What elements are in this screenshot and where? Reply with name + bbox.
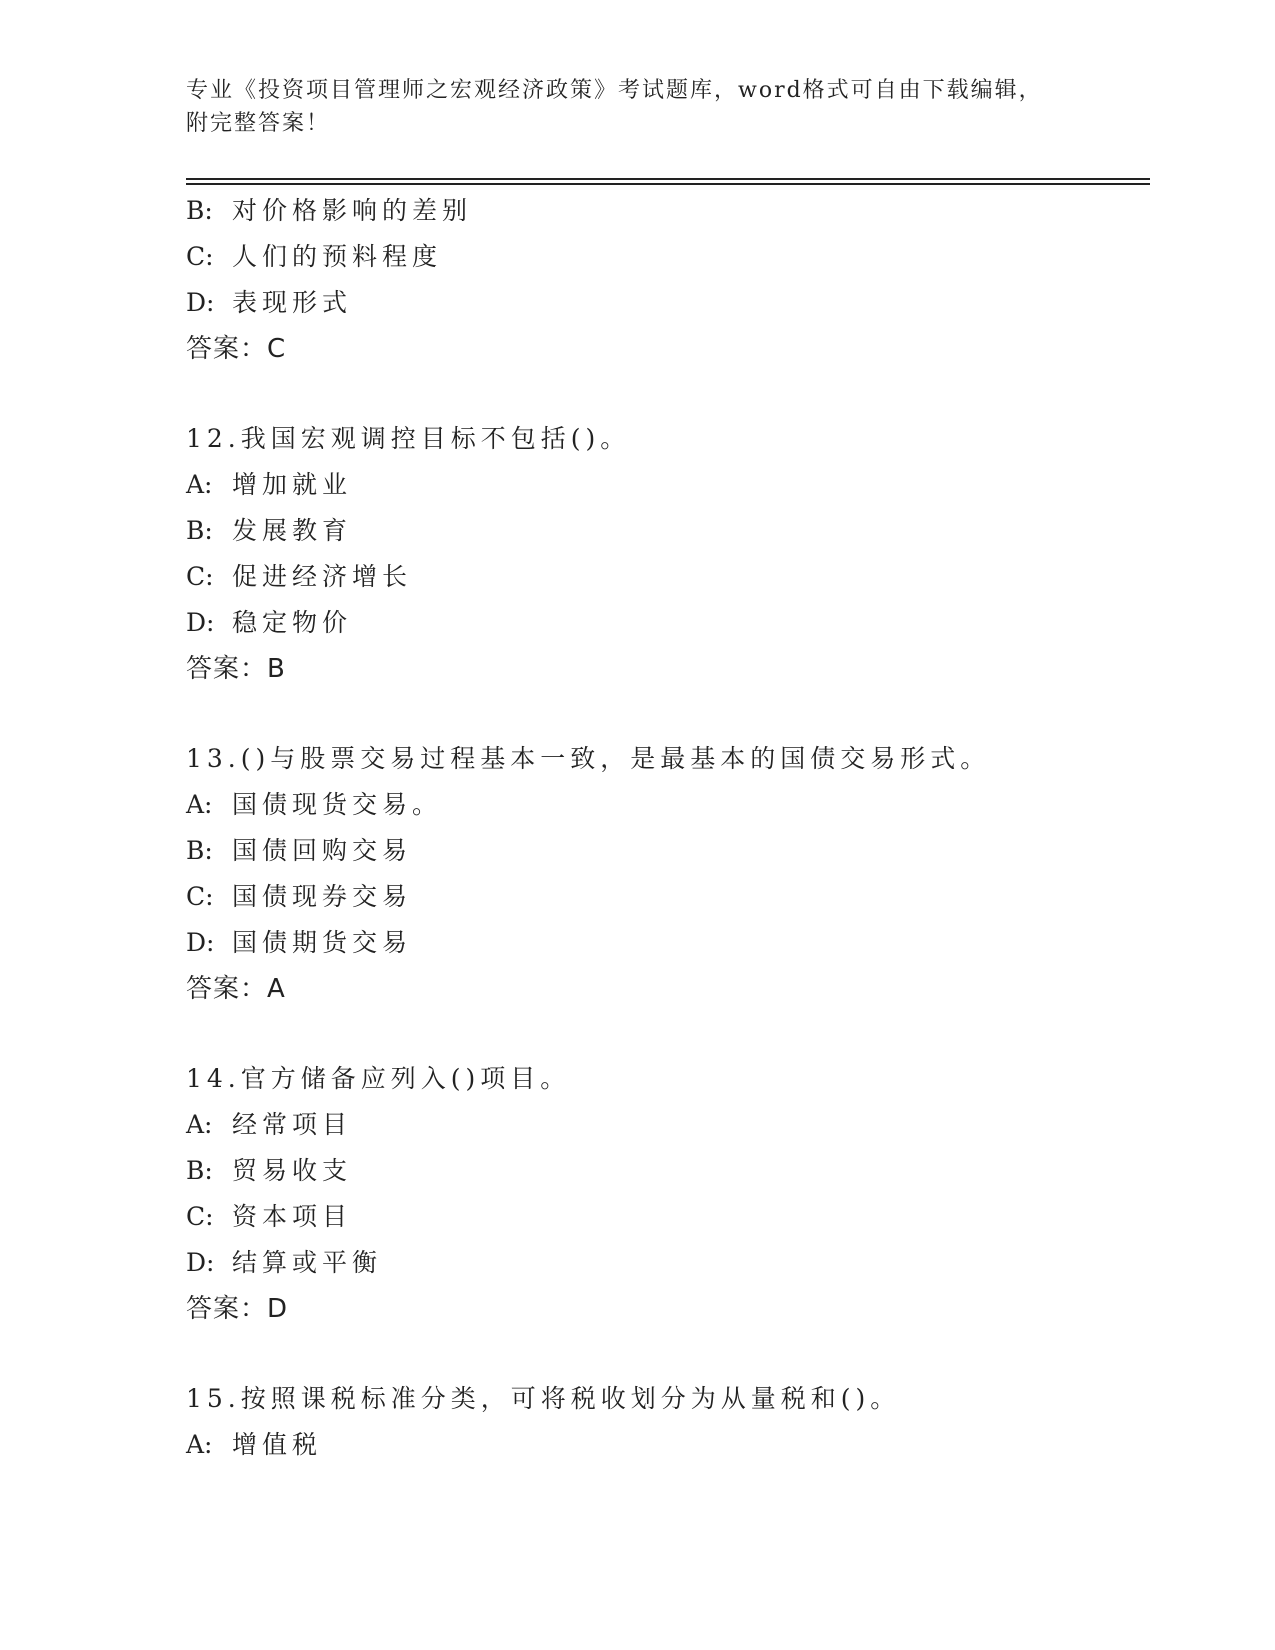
option-row	[186, 600, 1150, 646]
option-row	[186, 280, 1150, 326]
option-letter: C:	[186, 242, 214, 271]
option-text: 结算或平衡	[232, 1248, 383, 1277]
option-letter: A:	[186, 790, 213, 819]
option-text: 人们的预料程度	[232, 242, 443, 271]
option-text: 稳定物价	[232, 608, 353, 637]
question-list	[186, 188, 1150, 1468]
option-text: 增值税	[232, 1430, 323, 1459]
option-row	[186, 920, 1150, 966]
option-letter: A:	[186, 470, 213, 499]
option-text: 资本项目	[232, 1202, 353, 1231]
option-row	[186, 554, 1150, 600]
option-letter: B:	[186, 196, 213, 225]
block-spacer	[186, 372, 1150, 416]
option-letter: C:	[186, 1202, 214, 1231]
option-row	[186, 234, 1150, 280]
header-line-2: 附完整答案！	[186, 111, 331, 136]
option-text: 经常项目	[232, 1110, 353, 1139]
option-row	[186, 1102, 1150, 1148]
option-text: 对价格影响的差别	[232, 196, 473, 225]
option-text: 促进经济增长	[232, 562, 413, 591]
option-row	[186, 508, 1150, 554]
option-letter: D:	[186, 288, 215, 317]
option-text: 增加就业	[232, 470, 353, 499]
question-text: 15.按照课税标准分类，可将税收划分为从量税和()。	[186, 1384, 901, 1413]
question-text: 13.()与股票交易过程基本一致，是最基本的国债交易形式。	[186, 744, 991, 773]
answer-line: 答案：D	[186, 1294, 289, 1324]
block-spacer	[186, 692, 1150, 736]
option-row	[186, 782, 1150, 828]
option-text: 贸易收支	[232, 1156, 353, 1185]
option-letter: C:	[186, 882, 214, 911]
option-row	[186, 874, 1150, 920]
header-rule-top	[186, 178, 1150, 180]
option-row	[186, 1422, 1150, 1468]
option-letter: D:	[186, 1248, 215, 1277]
answer-line: 答案：B	[186, 654, 286, 684]
option-text: 国债期货交易	[232, 928, 413, 957]
option-text: 发展教育	[232, 516, 353, 545]
document-header	[186, 74, 1086, 140]
option-letter: A:	[186, 1430, 213, 1459]
option-letter: D:	[186, 608, 215, 637]
option-letter: B:	[186, 1156, 213, 1185]
option-row	[186, 188, 1150, 234]
block-spacer	[186, 1012, 1150, 1056]
option-row	[186, 1194, 1150, 1240]
option-letter: B:	[186, 516, 213, 545]
question-text: 12.我国宏观调控目标不包括()。	[186, 424, 631, 453]
question-text: 14.官方储备应列入()项目。	[186, 1064, 571, 1093]
header-line-1: 专业《投资项目管理师之宏观经济政策》考试题库，word格式可自由下载编辑，	[186, 78, 1043, 103]
option-letter: D:	[186, 928, 215, 957]
option-text: 国债现券交易	[232, 882, 413, 911]
block-spacer	[186, 1332, 1150, 1376]
option-row	[186, 1240, 1150, 1286]
option-row	[186, 462, 1150, 508]
header-rule-bottom	[186, 183, 1150, 185]
answer-line: 答案：C	[186, 334, 287, 364]
option-letter: C:	[186, 562, 214, 591]
option-row	[186, 828, 1150, 874]
option-letter: B:	[186, 836, 213, 865]
answer-line: 答案：A	[186, 974, 286, 1004]
option-row	[186, 1148, 1150, 1194]
option-text: 国债现货交易。	[232, 790, 443, 819]
option-letter: A:	[186, 1110, 213, 1139]
option-text: 国债回购交易	[232, 836, 413, 865]
option-text: 表现形式	[232, 288, 353, 317]
